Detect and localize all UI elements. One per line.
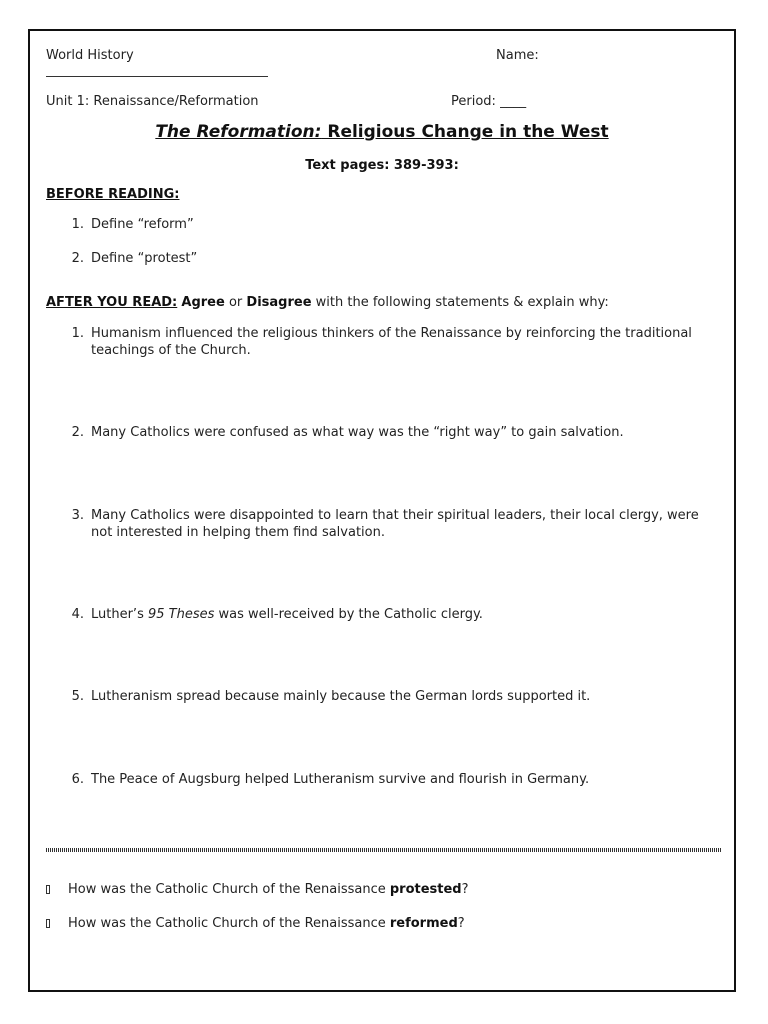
question-bold: protested [389,882,462,897]
worksheet-title [30,122,734,142]
question-text [68,882,469,897]
item-text: The Peace of Augsburg helped Lutheranism survive and flourish in Germany. [91,772,590,787]
before-reading-heading: BEFORE READING: [46,187,180,202]
item-text: Many Catholics were disappointed to learn that their spiritual leaders, their local clergy, were not interested in helping them find salvation. [91,508,699,540]
item-number: 2. [71,251,84,266]
item-number: 5. [71,689,84,704]
item-text: Humanism influenced the religious thinkers of the Renaissance by reinforcing the traditional teachings of the Church. [91,326,692,358]
period-blank: ____ [500,94,527,109]
course-title: World History [46,48,134,63]
question-suffix: ? [457,916,465,931]
item-text: Lutheranism spread because mainly because the German lords supported it. [91,689,591,704]
name-label: Name: [496,48,539,63]
question-prefix: How was the Catholic Church of the Renaissance [68,916,390,931]
checkbox-icon [46,919,50,928]
after-reading-heading: AFTER YOU READ: [46,295,178,310]
question-bold: reformed [389,916,458,931]
item-number: 4. [71,607,84,622]
checkbox-icon [46,885,50,894]
item-text: Define “reform” [91,217,194,232]
title-italic: The Reformation: [155,122,322,142]
disagree-word: Disagree [246,295,312,310]
item-number: 1. [71,217,84,232]
question-text [68,916,465,931]
agree-word: Agree [181,295,225,310]
text-pages: Text pages: 389-393: [305,158,459,173]
or-word: or [224,295,247,310]
item-number: 2. [71,425,84,440]
title-rest: Religious Change in the West [321,122,609,142]
item-text [91,606,706,623]
period-label: Period: [451,94,496,109]
period-field [451,94,526,109]
item-text: Define “protest” [91,251,198,266]
item-text: Many Catholics were confused as what way was the “right way” to gain salvation. [91,425,624,440]
question-suffix: ? [461,882,469,897]
name-blank-line [46,76,268,77]
item-number: 1. [71,326,84,341]
text-after: was well-received by the Catholic clergy. [214,607,483,622]
item-number: 3. [71,508,84,523]
after-reading-instructions [46,295,609,310]
divider-line [46,848,722,852]
text-italic: 95 Theses [147,607,215,622]
worksheet-page [28,29,736,992]
instructions-rest: with the following statements & explain why: [311,295,609,310]
item-number: 6. [71,772,84,787]
unit-label: Unit 1: Renaissance/Reformation [46,94,259,109]
question-prefix: How was the Catholic Church of the Renaissance [68,882,390,897]
text-before: Luther’s [91,607,148,622]
